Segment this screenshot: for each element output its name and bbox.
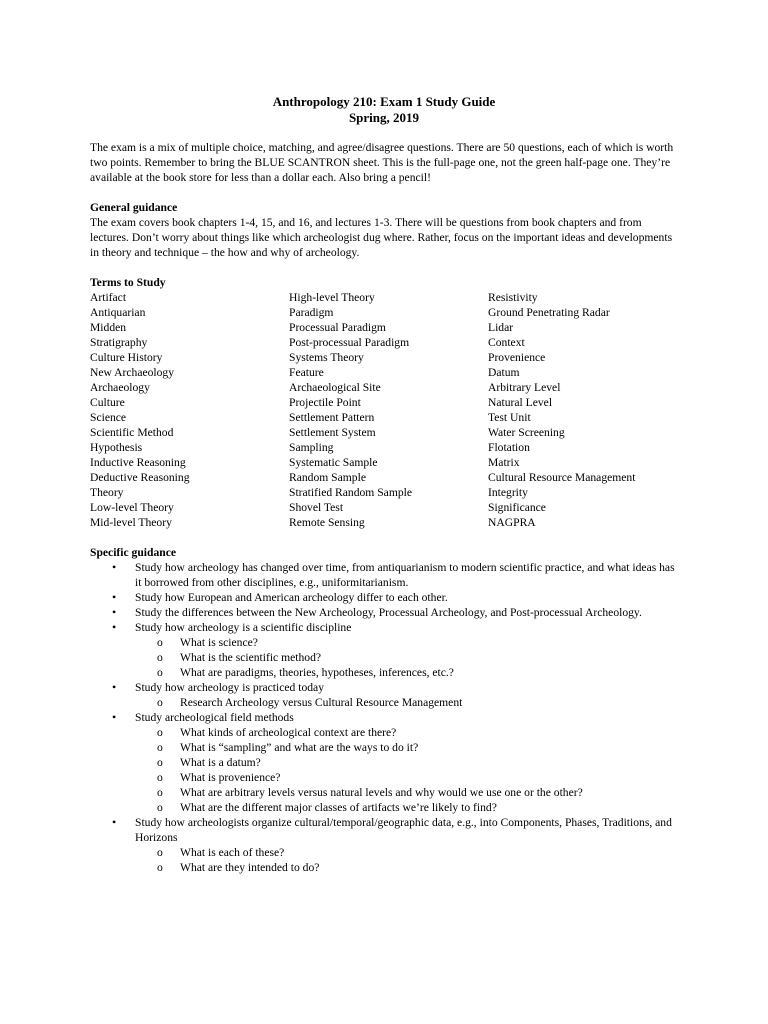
term-item: Mid-level Theory (90, 516, 172, 529)
document-body (90, 140, 680, 875)
guidance-subitem: o What are paradigms, theories, hypotheses, inferences, etc.? (135, 665, 680, 680)
title-block (0, 94, 768, 126)
term-item: Provenience (488, 351, 546, 364)
guidance-sublist (135, 845, 680, 875)
term-item: Ground Penetrating Radar (488, 306, 610, 319)
term-item: Inductive Reasoning (90, 456, 186, 469)
guidance-item (90, 605, 680, 620)
term-item: Processual Paradigm (289, 321, 386, 334)
guidance-item (90, 680, 680, 710)
term-item: Datum (488, 366, 520, 379)
term-item: Projectile Point (289, 396, 361, 409)
guidance-subitem: o What is a datum? (135, 755, 680, 770)
specific-guidance-list (90, 560, 680, 875)
terms-table (90, 290, 680, 530)
term-item: Systematic Sample (289, 456, 378, 469)
term-item: Archaeological Site (289, 381, 381, 394)
guidance-item (90, 620, 680, 680)
guidance-item-text: Study how archeology is a scientific discipline (135, 621, 352, 634)
general-guidance-heading: General guidance (90, 201, 178, 214)
guidance-sublist (135, 635, 680, 680)
guidance-subitem: o What is each of these? (135, 845, 680, 860)
term-item: High-level Theory (289, 291, 375, 304)
terms-column-2 (289, 290, 488, 530)
specific-guidance-heading: Specific guidance (90, 546, 176, 559)
guidance-subitem: o What is “sampling” and what are the ways to do it? (135, 740, 680, 755)
guidance-subitem: o What is provenience? (135, 770, 680, 785)
guidance-subitem: o What kinds of archeological context are there? (135, 725, 680, 740)
term-item: Arbitrary Level (488, 381, 561, 394)
term-item: Theory (90, 486, 124, 499)
term-item: Natural Level (488, 396, 553, 409)
guidance-subitem: o Research Archeology versus Cultural Resource Management (135, 695, 680, 710)
term-item: Archaeology (90, 381, 150, 394)
term-item: Deductive Reasoning (90, 471, 190, 484)
term-item: Antiquarian (90, 306, 146, 319)
guidance-item (90, 560, 680, 590)
term-item: Flotation (488, 441, 530, 454)
terms-heading: Terms to Study (90, 276, 166, 289)
term-item: Lidar (488, 321, 514, 334)
guidance-item-text: Study archeological field methods (135, 711, 294, 724)
term-item: Remote Sensing (289, 516, 365, 529)
term-item: Stratified Random Sample (289, 486, 413, 499)
term-item: Context (488, 336, 525, 349)
term-item: Shovel Test (289, 501, 344, 514)
term-item: Low-level Theory (90, 501, 174, 514)
term-item: Cultural Resource Management (488, 471, 636, 484)
term-item: Culture (90, 396, 125, 409)
guidance-sublist (135, 725, 680, 815)
term-item: Test Unit (488, 411, 531, 424)
term-item: Post-processual Paradigm (289, 336, 410, 349)
term-item: Random Sample (289, 471, 366, 484)
guidance-sublist (135, 695, 680, 710)
term-item: NAGPRA (488, 516, 536, 529)
term-item: Significance (488, 501, 546, 514)
term-item: Artifact (90, 291, 127, 304)
guidance-subitem: o What are arbitrary levels versus natural levels and why would we use one or the other? (135, 785, 680, 800)
term-item: New Archaeology (90, 366, 175, 379)
term-item: Stratigraphy (90, 336, 148, 349)
general-guidance-text: The exam covers book chapters 1-4, 15, and 16, and lectures 1-3. There will be questions from book chapters and from lectures. Don’t worry about things like which archeologist dug where. Rather, focus on the important ideas and developments in theory and technique – the how and why of archeology. (90, 216, 673, 259)
term-item: Scientific Method (90, 426, 174, 439)
intro-paragraph: The exam is a mix of multiple choice, matching, and agree/disagree questions. There are 50 questions, each of which is worth two points. Remember to bring the BLUE SCANTRON sheet. This is the full-page one, not the green half-page one. They’re available at the book store for less than a dollar each. Also bring a pencil! (90, 141, 674, 184)
guidance-item (90, 815, 680, 875)
terms-column-1 (90, 290, 289, 530)
term-item: Culture History (90, 351, 163, 364)
term-item: Paradigm (289, 306, 334, 319)
guidance-item (90, 590, 680, 605)
guidance-item-text: Study the differences between the New Archeology, Processual Archeology, and Post-processual Archeology. (135, 606, 642, 619)
term-item: Integrity (488, 486, 528, 499)
page-subtitle: Spring, 2019 (348, 110, 420, 125)
term-item: Sampling (289, 441, 334, 454)
page-title: Anthropology 210: Exam 1 Study Guide (272, 94, 496, 109)
term-item: Water Screening (488, 426, 565, 439)
term-item: Science (90, 411, 127, 424)
term-item: Systems Theory (289, 351, 364, 364)
guidance-subitem: o What are the different major classes of artifacts we’re likely to find? (135, 800, 680, 815)
guidance-item-text: Study how European and American archeology differ to each other. (135, 591, 448, 604)
term-item: Resistivity (488, 291, 538, 304)
term-item: Settlement Pattern (289, 411, 375, 424)
guidance-item-text: Study how archeology has changed over time, from antiquarianism to modern scientific practice, and what ideas has it borrowed from other disciplines, e.g., uniformitarianism. (135, 561, 675, 589)
term-item: Matrix (488, 456, 520, 469)
guidance-subitem: o What are they intended to do? (135, 860, 680, 875)
terms-column-3 (488, 290, 680, 530)
term-item: Hypothesis (90, 441, 143, 454)
guidance-subitem: o What is science? (135, 635, 680, 650)
guidance-subitem: o What is the scientific method? (135, 650, 680, 665)
term-item: Settlement System (289, 426, 376, 439)
guidance-item-text: Study how archeology is practiced today (135, 681, 324, 694)
term-item: Midden (90, 321, 127, 334)
guidance-item-text: Study how archeologists organize cultural/temporal/geographic data, e.g., into Components, Phases, Traditions, and Horizons (135, 816, 672, 844)
guidance-item (90, 710, 680, 815)
term-item: Feature (289, 366, 324, 379)
